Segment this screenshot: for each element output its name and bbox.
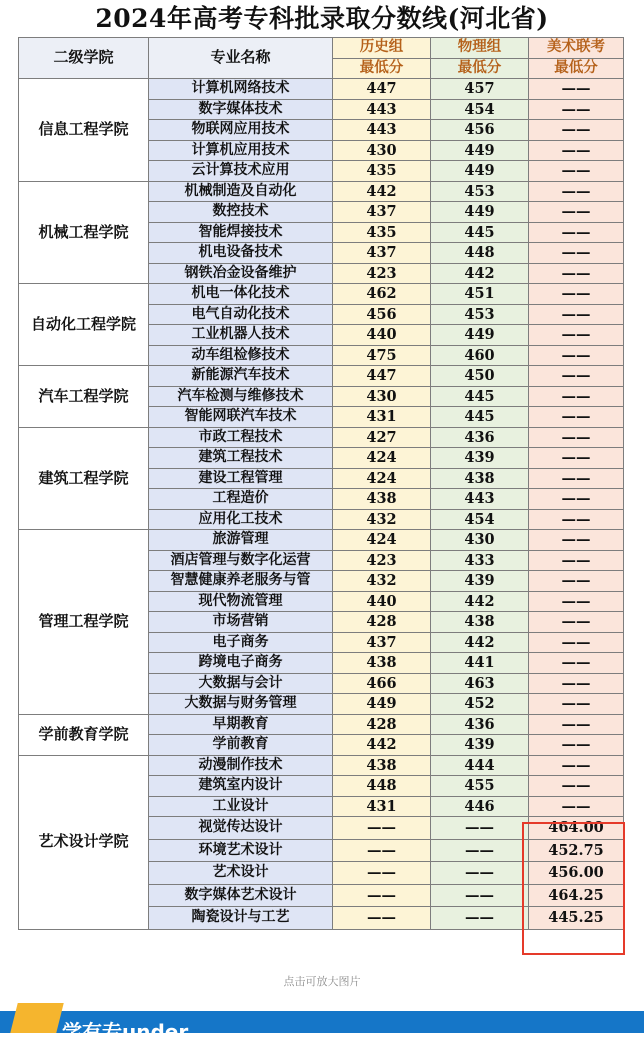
major-name: 酒店管理与数字化运营 [149, 550, 333, 571]
major-name: 云计算技术应用 [149, 161, 333, 182]
major-name: 应用化工技术 [149, 509, 333, 530]
major-name: 机械制造及自动化 [149, 181, 333, 202]
physics-score: 453 [431, 304, 529, 325]
art-score: —— [529, 468, 624, 489]
table-row [19, 714, 624, 735]
history-score: 427 [333, 427, 431, 448]
physics-score: 449 [431, 202, 529, 223]
art-score: —— [529, 694, 624, 715]
art-score: —— [529, 653, 624, 674]
major-name: 计算机网络技术 [149, 79, 333, 100]
physics-score: 450 [431, 366, 529, 387]
major-name: 跨境电子商务 [149, 653, 333, 674]
physics-score: 443 [431, 489, 529, 510]
history-score: 432 [333, 571, 431, 592]
major-name: 视觉传达设计 [149, 817, 333, 840]
history-score: —— [333, 839, 431, 862]
art-scores-highlight [522, 822, 625, 955]
major-name: 环境艺术设计 [149, 839, 333, 862]
footer-heading: 学有专under [62, 1020, 189, 1044]
physics-score: 449 [431, 161, 529, 182]
art-score: —— [529, 304, 624, 325]
major-name: 大数据与财务管理 [149, 694, 333, 715]
physics-score: 438 [431, 612, 529, 633]
physics-score: 446 [431, 796, 529, 817]
physics-score: 433 [431, 550, 529, 571]
physics-score: 442 [431, 591, 529, 612]
major-name: 动车组检修技术 [149, 345, 333, 366]
art-score: 464.00 [529, 817, 624, 840]
major-name: 数控技术 [149, 202, 333, 223]
table-row [19, 427, 624, 448]
art-score: —— [529, 386, 624, 407]
art-score: —— [529, 632, 624, 653]
physics-score: 454 [431, 509, 529, 530]
history-score: 437 [333, 632, 431, 653]
physics-score: 436 [431, 427, 529, 448]
physics-score: 452 [431, 694, 529, 715]
art-score: —— [529, 673, 624, 694]
history-score: —— [333, 907, 431, 930]
department-name: 管理工程学院 [19, 530, 149, 715]
table-row [19, 366, 624, 387]
history-score: 423 [333, 263, 431, 284]
major-name: 学前教育 [149, 735, 333, 756]
physics-score: 442 [431, 632, 529, 653]
physics-score: 460 [431, 345, 529, 366]
art-score: —— [529, 263, 624, 284]
art-score: —— [529, 796, 624, 817]
history-score: 462 [333, 284, 431, 305]
physics-score: 442 [431, 263, 529, 284]
physics-score: 463 [431, 673, 529, 694]
history-score: 437 [333, 202, 431, 223]
art-score: —— [529, 427, 624, 448]
major-name: 工业机器人技术 [149, 325, 333, 346]
history-score: 442 [333, 735, 431, 756]
history-score: —— [333, 884, 431, 907]
history-score: —— [333, 817, 431, 840]
header-physics: 物理组 [431, 38, 529, 59]
major-name: 新能源汽车技术 [149, 366, 333, 387]
major-name: 市场营销 [149, 612, 333, 633]
art-score: —— [529, 612, 624, 633]
art-score: —— [529, 530, 624, 551]
physics-score: 451 [431, 284, 529, 305]
department-name: 信息工程学院 [19, 79, 149, 182]
physics-score: 457 [431, 79, 529, 100]
history-score: 443 [333, 99, 431, 120]
history-score: 430 [333, 386, 431, 407]
page-title: 2024年高考专科批录取分数线(河北省) [95, 4, 549, 33]
history-score: 431 [333, 796, 431, 817]
history-score: 466 [333, 673, 431, 694]
history-score: —— [333, 862, 431, 885]
history-score: 428 [333, 714, 431, 735]
header-art: 美术联考 [529, 38, 624, 59]
history-score: 475 [333, 345, 431, 366]
physics-score: 449 [431, 140, 529, 161]
history-score: 423 [333, 550, 431, 571]
department-name: 汽车工程学院 [19, 366, 149, 428]
history-score: 424 [333, 448, 431, 469]
art-score: —— [529, 243, 624, 264]
art-score: —— [529, 284, 624, 305]
art-score: —— [529, 407, 624, 428]
history-score: 424 [333, 468, 431, 489]
major-name: 物联网应用技术 [149, 120, 333, 141]
art-score: —— [529, 325, 624, 346]
table-row [19, 755, 624, 776]
major-name: 数字媒体艺术设计 [149, 884, 333, 907]
art-score: 445.25 [529, 907, 624, 930]
art-score: —— [529, 99, 624, 120]
department-name: 学前教育学院 [19, 714, 149, 755]
table-row [19, 284, 624, 305]
header-major: 专业名称 [149, 38, 333, 79]
art-score: —— [529, 591, 624, 612]
art-score: —— [529, 140, 624, 161]
physics-score: 456 [431, 120, 529, 141]
physics-score: —— [431, 884, 529, 907]
art-score: —— [529, 79, 624, 100]
physics-score: 445 [431, 222, 529, 243]
physics-score: 439 [431, 448, 529, 469]
history-score: 448 [333, 776, 431, 797]
physics-score: —— [431, 839, 529, 862]
history-score: 440 [333, 325, 431, 346]
major-name: 早期教育 [149, 714, 333, 735]
major-name: 钢铁冶金设备维护 [149, 263, 333, 284]
physics-score: 454 [431, 99, 529, 120]
history-score: 435 [333, 161, 431, 182]
physics-score: 448 [431, 243, 529, 264]
history-score: 447 [333, 366, 431, 387]
major-name: 汽车检测与维修技术 [149, 386, 333, 407]
history-score: 447 [333, 79, 431, 100]
major-name: 市政工程技术 [149, 427, 333, 448]
major-name: 艺术设计 [149, 862, 333, 885]
art-score: —— [529, 366, 624, 387]
department-name: 艺术设计学院 [19, 755, 149, 929]
major-name: 机电设备技术 [149, 243, 333, 264]
footer-accent-shape [10, 1003, 63, 1033]
history-score: 443 [333, 120, 431, 141]
art-score: —— [529, 448, 624, 469]
header-physics-min: 最低分 [431, 58, 529, 79]
art-score: —— [529, 489, 624, 510]
major-name: 电子商务 [149, 632, 333, 653]
history-score: 442 [333, 181, 431, 202]
art-score: —— [529, 776, 624, 797]
header-history-min: 最低分 [333, 58, 431, 79]
history-score: 438 [333, 653, 431, 674]
art-score: —— [529, 345, 624, 366]
history-score: 430 [333, 140, 431, 161]
history-score: 428 [333, 612, 431, 633]
art-score: —— [529, 571, 624, 592]
table-row [19, 181, 624, 202]
major-name: 工业设计 [149, 796, 333, 817]
header-history: 历史组 [333, 38, 431, 59]
physics-score: 441 [431, 653, 529, 674]
art-score: —— [529, 222, 624, 243]
table-row [19, 530, 624, 551]
major-name: 大数据与会计 [149, 673, 333, 694]
physics-score: —— [431, 862, 529, 885]
physics-score: 439 [431, 735, 529, 756]
art-score: 464.25 [529, 884, 624, 907]
art-score: —— [529, 714, 624, 735]
art-score: —— [529, 755, 624, 776]
major-name: 旅游管理 [149, 530, 333, 551]
physics-score: 430 [431, 530, 529, 551]
major-name: 建筑室内设计 [149, 776, 333, 797]
major-name: 陶瓷设计与工艺 [149, 907, 333, 930]
physics-score: 453 [431, 181, 529, 202]
history-score: 437 [333, 243, 431, 264]
enlarge-caption[interactable]: 点击可放大图片 [283, 975, 361, 988]
header-row [19, 38, 624, 59]
art-score: 456.00 [529, 862, 624, 885]
art-score: —— [529, 120, 624, 141]
history-score: 449 [333, 694, 431, 715]
history-score: 438 [333, 755, 431, 776]
major-name: 动漫制作技术 [149, 755, 333, 776]
art-score: 452.75 [529, 839, 624, 862]
major-name: 工程造价 [149, 489, 333, 510]
history-score: 435 [333, 222, 431, 243]
art-score: —— [529, 735, 624, 756]
major-name: 建设工程管理 [149, 468, 333, 489]
major-name: 建筑工程技术 [149, 448, 333, 469]
history-score: 424 [333, 530, 431, 551]
art-score: —— [529, 509, 624, 530]
department-name: 自动化工程学院 [19, 284, 149, 366]
physics-score: 439 [431, 571, 529, 592]
physics-score: 449 [431, 325, 529, 346]
header-art-min: 最低分 [529, 58, 624, 79]
art-score: —— [529, 161, 624, 182]
physics-score: 455 [431, 776, 529, 797]
major-name: 数字媒体技术 [149, 99, 333, 120]
major-name: 计算机应用技术 [149, 140, 333, 161]
physics-score: 436 [431, 714, 529, 735]
art-score: —— [529, 181, 624, 202]
physics-score: 438 [431, 468, 529, 489]
score-table [18, 37, 624, 930]
major-name: 智能网联汽车技术 [149, 407, 333, 428]
major-name: 智慧健康养老服务与管 [149, 571, 333, 592]
department-name: 建筑工程学院 [19, 427, 149, 530]
major-name: 智能焊接技术 [149, 222, 333, 243]
history-score: 432 [333, 509, 431, 530]
history-score: 440 [333, 591, 431, 612]
history-score: 438 [333, 489, 431, 510]
physics-score: 445 [431, 386, 529, 407]
physics-score: 445 [431, 407, 529, 428]
major-name: 电气自动化技术 [149, 304, 333, 325]
department-name: 机械工程学院 [19, 181, 149, 284]
physics-score: 444 [431, 755, 529, 776]
art-score: —— [529, 550, 624, 571]
history-score: 456 [333, 304, 431, 325]
physics-score: —— [431, 907, 529, 930]
physics-score: —— [431, 817, 529, 840]
art-score: —— [529, 202, 624, 223]
table-row [19, 79, 624, 100]
history-score: 431 [333, 407, 431, 428]
major-name: 现代物流管理 [149, 591, 333, 612]
header-dept: 二级学院 [19, 38, 149, 79]
major-name: 机电一体化技术 [149, 284, 333, 305]
